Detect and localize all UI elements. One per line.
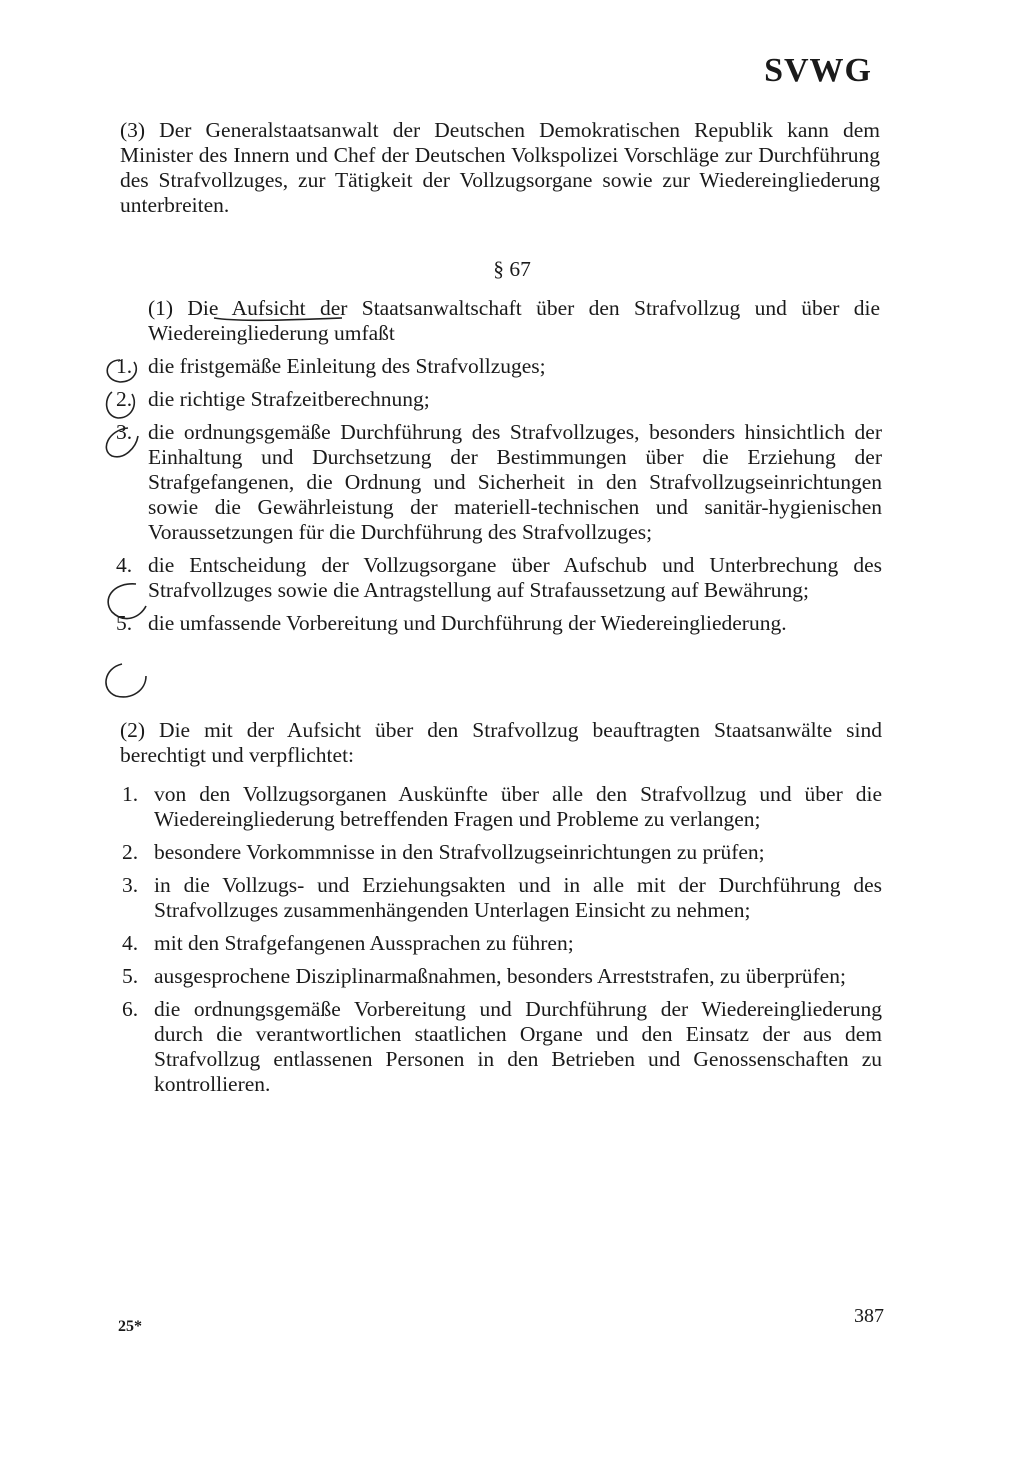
list-item-text: besondere Vorkommnisse in den Strafvollzugseinrichtungen zu prüfen;: [154, 840, 765, 864]
list-item: [112, 420, 882, 545]
list-item-number: 1.: [122, 782, 139, 806]
signature-mark: 25*: [118, 1318, 142, 1335]
list-item-text: die ordnungsgemäße Vorbereitung und Durchführung der Wiedereingliederung durch die verantwortlichen staatlichen Organe und den Einsatz der aus dem Strafvollzug entlassenen Personen in den Betrieben und Genossenschaften zu kontrollieren.: [154, 997, 882, 1096]
list-item-text: mit den Strafgefangenen Aussprachen zu führen;: [154, 931, 574, 955]
list-item-number: 3.: [116, 420, 133, 444]
list-item: [112, 354, 882, 379]
list-1: [112, 354, 882, 644]
list-item-text: ausgesprochene Disziplinarmaßnahmen, besonders Arreststrafen, zu überprüfen;: [154, 964, 846, 988]
list-item-number: 2.: [122, 840, 139, 864]
page-number: 387: [854, 1305, 884, 1327]
list-item-text: die fristgemäße Einleitung des Strafvollzuges;: [148, 354, 546, 378]
list-item-number: 5.: [116, 611, 133, 635]
list-item-number: 3.: [122, 873, 139, 897]
section-title: § 67: [493, 257, 531, 281]
list-item: [118, 997, 882, 1097]
list-item-text: die Entscheidung der Vollzugsorgane über Aufschub und Unterbrechung des Strafvollzuges sowie die Antragstellung auf Strafaussetzung auf Bewährung;: [148, 553, 882, 602]
list-item: [112, 611, 882, 636]
list-item-number: 2.: [116, 387, 133, 411]
list-item-text: in die Vollzugs- und Erziehungsakten und in alle mit der Durchführung des Strafvollzuges zusammenhängenden Unterlagen Einsicht zu nehmen;: [154, 873, 882, 922]
list-item-number: 1.: [116, 354, 133, 378]
list-item-text: die richtige Strafzeitberechnung;: [148, 387, 430, 411]
header-code: SVWG: [764, 52, 872, 89]
list-item: [118, 931, 882, 956]
list-item-number: 6.: [122, 997, 139, 1021]
list-item-text: die umfassende Vorbereitung und Durchführung der Wiedereingliederung.: [148, 611, 787, 635]
list-item-number: 4.: [122, 931, 139, 955]
section-paragraph-1: (1) Die Aufsicht der Staatsanwaltschaft über den Strafvollzug und über die Wiedereingliederung umfaßt: [148, 296, 880, 345]
intro-paragraph: (3) Der Generalstaatsanwalt der Deutschen Demokratischen Republik kann dem Minister des Innern und Chef der Deutschen Volkspolizei Vorschläge zur Durchführung des Strafvollzuges, zur Tätigkeit der Vollzugsorgane sowie zur Wiedereingliederung unterbreiten.: [120, 118, 880, 217]
list-item-number: 5.: [122, 964, 139, 988]
list-item: [118, 873, 882, 923]
list-item: [112, 553, 882, 603]
list-item: [118, 782, 882, 832]
list-item-text: die ordnungsgemäße Durchführung des Strafvollzuges, besonders hinsichtlich der Einhaltung und Durchsetzung der Bestimmungen über die Erziehung der Strafgefangenen, die Ordnung und Sicherheit in den Strafvollzugseinrichtungen sowie die Gewährleistung der materiell-technischen und sanitär-hygienischen Voraussetzungen für die Durchführung des Strafvollzuges;: [148, 420, 882, 544]
list-item: [118, 840, 882, 865]
list-item: [118, 964, 882, 989]
circle-mark-5: [106, 664, 146, 697]
section-paragraph-2: (2) Die mit der Aufsicht über den Strafvollzug beauftragten Staatsanwälte sind berechtigt und verpflichtet:: [120, 718, 882, 767]
list-item: [112, 387, 882, 412]
list-item-number: 4.: [116, 553, 133, 577]
list-2: [118, 782, 882, 1105]
list-item-text: von den Vollzugsorganen Auskünfte über alle den Strafvollzug und über die Wiedereingliederung betreffenden Fragen und Probleme zu verlangen;: [154, 782, 882, 831]
